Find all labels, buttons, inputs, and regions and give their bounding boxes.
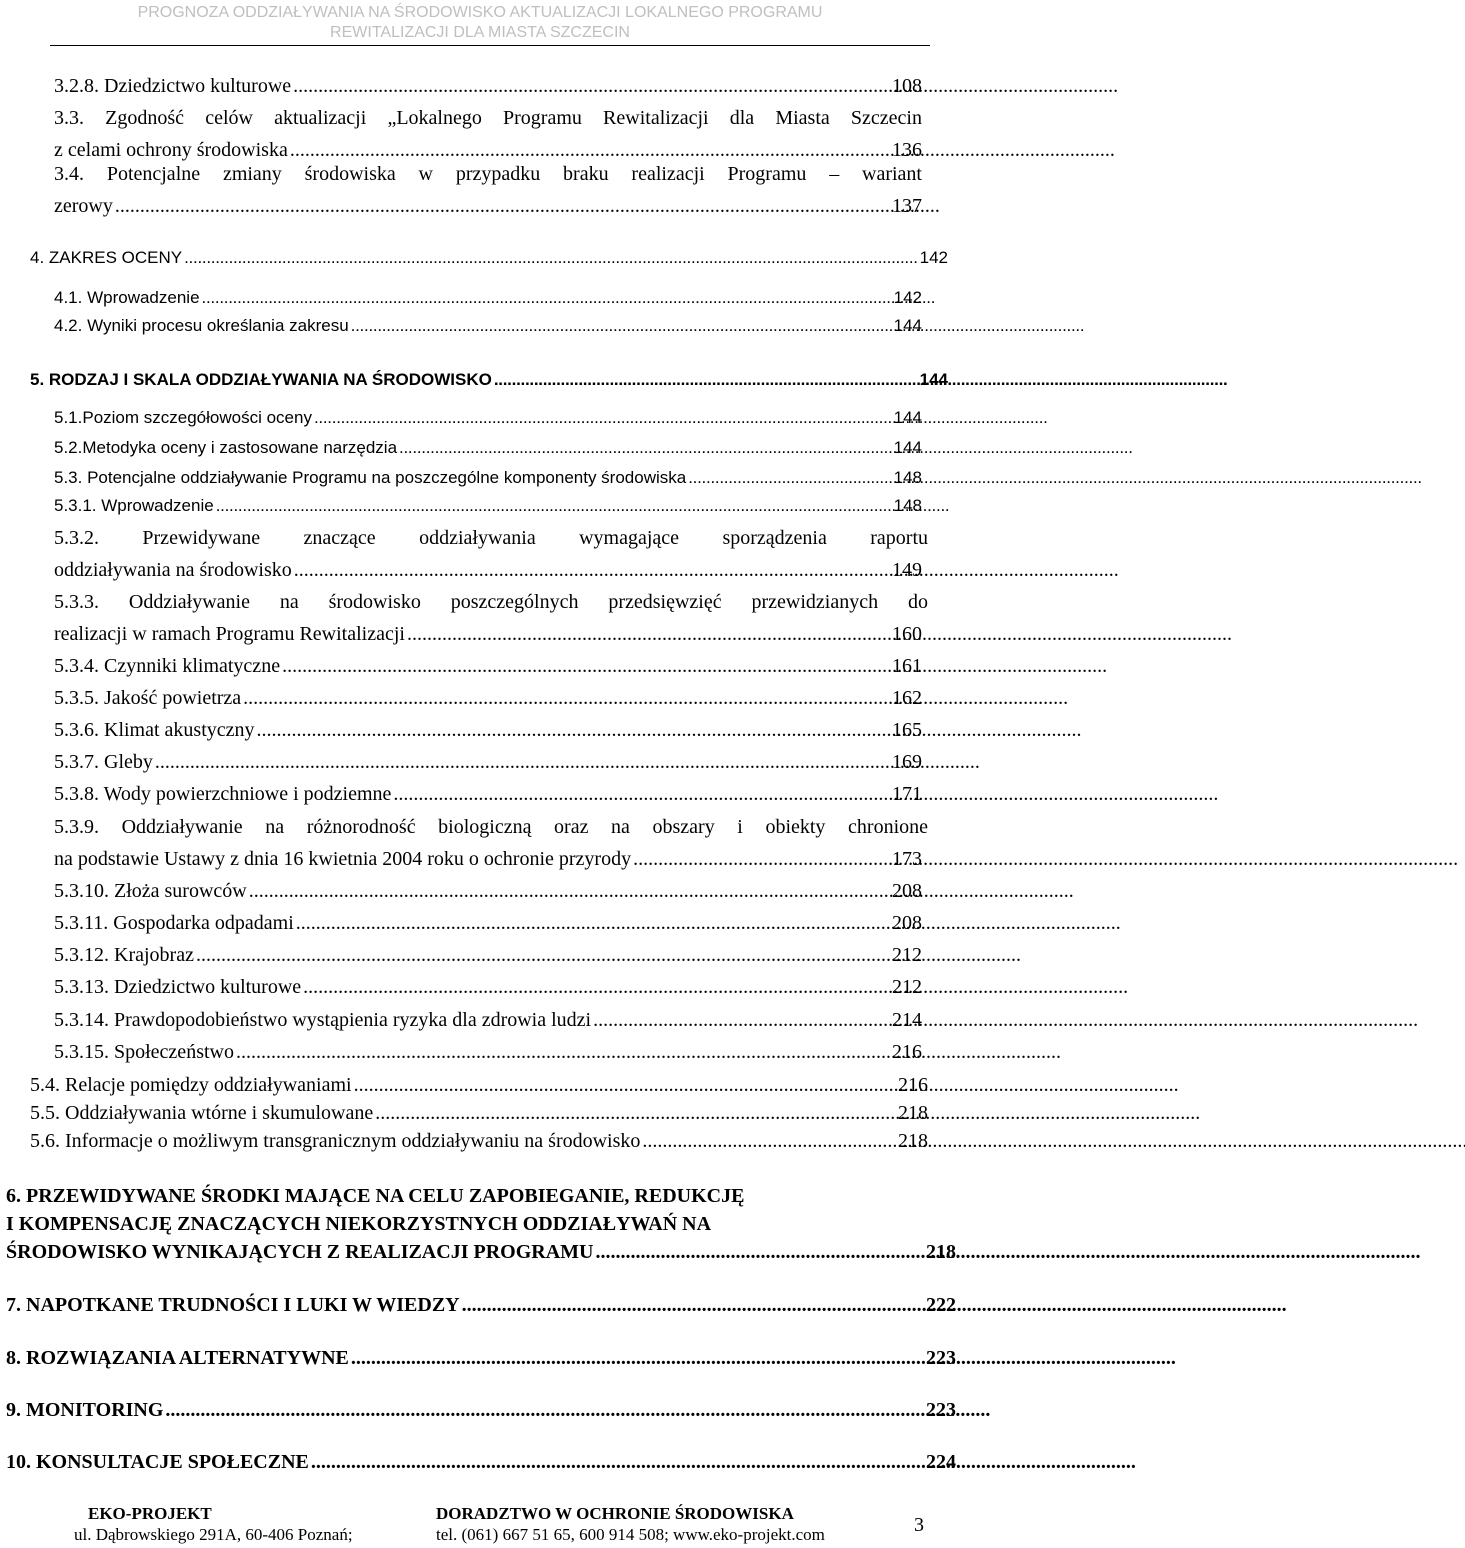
toc-entry[interactable] (6, 1240, 956, 1264)
toc-entry-page: 161 (892, 655, 922, 677)
toc-entry[interactable] (30, 368, 948, 392)
page-number: 3 (914, 1514, 924, 1536)
footer-contact: tel. (061) 667 51 65, 600 914 508; www.eko-projekt.com (436, 1525, 825, 1544)
toc-entry-page: 216 (898, 1074, 928, 1096)
toc-entry[interactable] (54, 943, 922, 967)
toc-entry-title: 5.3.4. Czynniki klimatyczne (54, 655, 281, 677)
toc-entry[interactable] (54, 558, 922, 582)
toc-leader (257, 718, 890, 742)
toc-entry-title: zerowy (54, 195, 113, 217)
toc-entry-title: 5.3.13. Dziedzictwo kulturowe (54, 976, 302, 998)
toc-entry-line[interactable]: 5.3.3. Oddziaływanie na środowisko poszczególnych przedsięwzięć przewidzianych do (54, 591, 928, 613)
toc-entry-page: 108 (892, 75, 922, 97)
toc-entry-title: 5.2.Metodyka oceny i zastosowane narzędzia (54, 438, 398, 457)
toc-entry-title: realizacji w ramach Programu Rewitalizacji (54, 623, 405, 645)
toc-leader (243, 686, 890, 710)
toc-entry-page: 160 (892, 623, 922, 645)
toc-entry-title: 7. NAPOTKANE TRUDNOŚCI I LUKI W WIEDZY (6, 1294, 460, 1316)
toc-entry-line[interactable]: 3.3. Zgodność celów aktualizacji „Lokalnego Programu Rewitalizacji dla Miasta Szczecin (54, 107, 922, 129)
toc-entry-title: 3.2.8. Dziedzictwo kulturowe (54, 75, 292, 97)
toc-leader (642, 1129, 896, 1153)
toc-entry-page: 224 (926, 1451, 956, 1473)
toc-entry-page: 144 (893, 408, 922, 427)
toc-entry-title: oddziaływania na środowisko (54, 559, 292, 581)
toc-entry-title: 5.3.12. Krajobraz (54, 944, 194, 966)
toc-entry-page: 216 (892, 1041, 922, 1063)
toc-leader (165, 1398, 924, 1422)
toc-entry-page: 144 (893, 316, 922, 335)
toc-entry-title: na podstawie Ustawy z dnia 16 kwietnia 2004 roku o ochronie przyrody (54, 848, 632, 870)
toc-entry-title: 5.3.11. Gospodarka odpadami (54, 912, 294, 934)
toc-entry-title: 4.2. Wyniki procesu określania zakresu (54, 316, 349, 335)
toc-entry-page: 142 (919, 248, 948, 267)
toc-entry[interactable] (54, 782, 922, 806)
toc-entry-title: 8. ROZWIĄZANIA ALTERNATYWNE (6, 1347, 349, 1369)
toc-entry[interactable] (54, 74, 922, 98)
toc-entry[interactable] (30, 1101, 928, 1125)
toc-entry[interactable] (54, 847, 922, 871)
toc-entry-title: 5.3.1. Wprowadzenie (54, 496, 214, 515)
toc-leader (236, 1040, 890, 1064)
toc-entry-title: z celami ochrony środowiska (54, 139, 288, 161)
toc-entry-line[interactable]: I KOMPENSACJĘ ZNACZĄCYCH NIEKORZYSTNYCH ODDZIAŁYWAŃ NA (6, 1213, 712, 1235)
toc-leader (688, 466, 891, 490)
toc-entry-page: 162 (892, 687, 922, 709)
footer-service: DORADZTWO W OCHRONIE ŚRODOWISKA (436, 1504, 794, 1523)
toc-leader (196, 943, 890, 967)
toc-leader (184, 246, 918, 270)
toc-leader (351, 314, 892, 338)
footer-address: ul. Dąbrowskiego 291A, 60-406 Poznań; (74, 1525, 353, 1544)
toc-leader (407, 622, 890, 646)
header-line-2: REWITALIZACJI DLA MIASTA SZCZECIN (330, 24, 630, 41)
toc-entry-title: 5.3.5. Jakość powietrza (54, 687, 242, 709)
toc-entry-page: 223 (926, 1347, 956, 1369)
toc-entry-title: 5.3.8. Wody powierzchniowe i podziemne (54, 783, 392, 805)
toc-entry[interactable] (30, 246, 948, 270)
toc-leader (249, 879, 890, 903)
toc-entry-title: 5.4. Relacje pomiędzy oddziaływaniami (30, 1074, 352, 1096)
toc-entry-page: 173 (892, 848, 922, 870)
toc-entry[interactable] (6, 1450, 956, 1474)
toc-entry-line[interactable]: 3.4. Potencjalne zmiany środowiska w przypadku braku realizacji Programu – wariant (54, 163, 922, 185)
toc-entry-page: 214 (892, 1009, 922, 1031)
toc-entry-line[interactable]: 5.3.9. Oddziaływanie na różnorodność biologiczną oraz na obszary i obiekty chronione (54, 816, 928, 838)
toc-entry[interactable] (54, 686, 922, 710)
toc-entry[interactable] (30, 1129, 928, 1153)
toc-leader (294, 558, 890, 582)
toc-entry[interactable] (54, 138, 922, 162)
toc-entry[interactable] (54, 975, 922, 999)
toc-entry-title: 5.3.14. Prawdopodobieństwo wystąpienia ryzyka dla zdrowia ludzi (54, 1009, 592, 1031)
toc-leader (293, 74, 890, 98)
toc-entry-title: 5.3.10. Złoża surowców (54, 880, 247, 902)
toc-leader (115, 194, 890, 218)
toc-leader (399, 436, 892, 460)
toc-entry-page: 137 (892, 195, 922, 217)
toc-entry-title: 5.3.15. Społeczeństwo (54, 1041, 234, 1063)
toc-entry-page: 212 (892, 976, 922, 998)
toc-entry-title: 4.1. Wprowadzenie (54, 288, 200, 307)
toc-entry-page: 208 (892, 880, 922, 902)
page-footer (0, 1500, 960, 1548)
toc-entry-page: 223 (926, 1399, 956, 1421)
toc-entry-page: 171 (892, 783, 922, 805)
toc-leader (593, 1008, 890, 1032)
toc-entry-page: 218 (898, 1102, 928, 1124)
toc-entry[interactable] (54, 879, 922, 903)
toc-entry-page: 144 (893, 438, 922, 457)
footer-company: EKO-PROJEKT (88, 1504, 212, 1523)
toc-entry-title: 4. ZAKRES OCENY (30, 248, 183, 267)
toc-entry[interactable] (6, 1293, 956, 1317)
toc-entry-page: 218 (898, 1130, 928, 1152)
toc-entry[interactable] (54, 1040, 922, 1064)
toc-entry-page: 169 (892, 751, 922, 773)
toc-leader (216, 494, 892, 518)
toc-leader (462, 1293, 924, 1317)
toc-entry-title: ŚRODOWISKO WYNIKAJĄCYCH Z REALIZACJI PROGRAMU (6, 1241, 594, 1263)
toc-entry-title: 5.1.Poziom szczegółowości oceny (54, 408, 312, 427)
toc-entry-title: 5. RODZAJ I SKALA ODDZIAŁYWANIA NA ŚRODOWISKO (30, 370, 492, 389)
toc-entry[interactable] (54, 466, 922, 490)
toc-leader (303, 975, 890, 999)
toc-entry[interactable] (54, 911, 922, 935)
toc-entry-page: 218 (926, 1241, 956, 1263)
toc-leader (155, 750, 890, 774)
toc-leader (314, 406, 892, 430)
toc-entry[interactable] (54, 654, 922, 678)
toc-leader (282, 654, 890, 678)
toc-entry[interactable] (54, 314, 922, 338)
toc-entry-title: 5.5. Oddziaływania wtórne i skumulowane (30, 1102, 374, 1124)
toc-entry-page: 149 (892, 559, 922, 581)
toc-leader (354, 1073, 896, 1097)
toc-leader (202, 286, 892, 310)
toc-entry[interactable] (54, 194, 922, 218)
toc-leader (296, 911, 890, 935)
toc-entry[interactable] (54, 622, 922, 646)
toc-entry-title: 5.6. Informacje o możliwym transgranicznym oddziaływaniu na środowisko (30, 1130, 641, 1152)
toc-leader (351, 1346, 924, 1370)
toc-entry-title: 5.3.6. Klimat akustyczny (54, 719, 255, 741)
toc-entry[interactable] (6, 1346, 956, 1370)
header-line-1: PROGNOZA ODDZIAŁYWANIA NA ŚRODOWISKO AKTUALIZACJI LOKALNEGO PROGRAMU (137, 4, 823, 21)
toc-entry[interactable] (54, 718, 922, 742)
toc-entry-page: 148 (893, 496, 922, 515)
toc-leader (595, 1240, 924, 1264)
toc-entry[interactable] (54, 406, 922, 430)
toc-entry-page: 165 (892, 719, 922, 741)
toc-leader (311, 1450, 924, 1474)
toc-entry-page: 222 (926, 1294, 956, 1316)
toc-entry-title: 5.3.7. Gleby (54, 751, 153, 773)
toc-entry[interactable] (54, 1008, 922, 1032)
toc-entry[interactable] (6, 1398, 956, 1422)
toc-entry-page: 212 (892, 944, 922, 966)
toc-entry-line[interactable]: 5.3.2. Przewidywane znaczące oddziaływania wymagające sporządzenia raportu (54, 527, 928, 549)
toc-entry-page: 142 (893, 288, 922, 307)
toc-entry-page: 144 (919, 370, 948, 389)
toc-entry-page: 136 (892, 139, 922, 161)
toc-leader (290, 138, 890, 162)
toc-leader (494, 368, 918, 392)
toc-leader (393, 782, 890, 806)
toc-entry[interactable] (30, 1073, 928, 1097)
toc-entry-page: 148 (893, 468, 922, 487)
toc-entry-title: 10. KONSULTACJE SPOŁECZNE (6, 1451, 309, 1473)
toc-leader (633, 847, 890, 871)
toc-entry[interactable] (54, 436, 922, 460)
toc-entry[interactable] (54, 286, 922, 310)
toc-entry[interactable] (54, 494, 922, 518)
toc-entry[interactable] (54, 750, 922, 774)
toc-entry-title: 5.3. Potencjalne oddziaływanie Programu na poszczególne komponenty środowiska (54, 468, 687, 487)
toc-leader (375, 1101, 896, 1125)
toc-entry-line[interactable]: 6. PRZEWIDYWANE ŚRODKI MAJĄCE NA CELU ZAPOBIEGANIE, REDUKCJĘ (6, 1185, 745, 1207)
toc-entry-page: 208 (892, 912, 922, 934)
toc-entry-title: 9. MONITORING (6, 1399, 164, 1421)
